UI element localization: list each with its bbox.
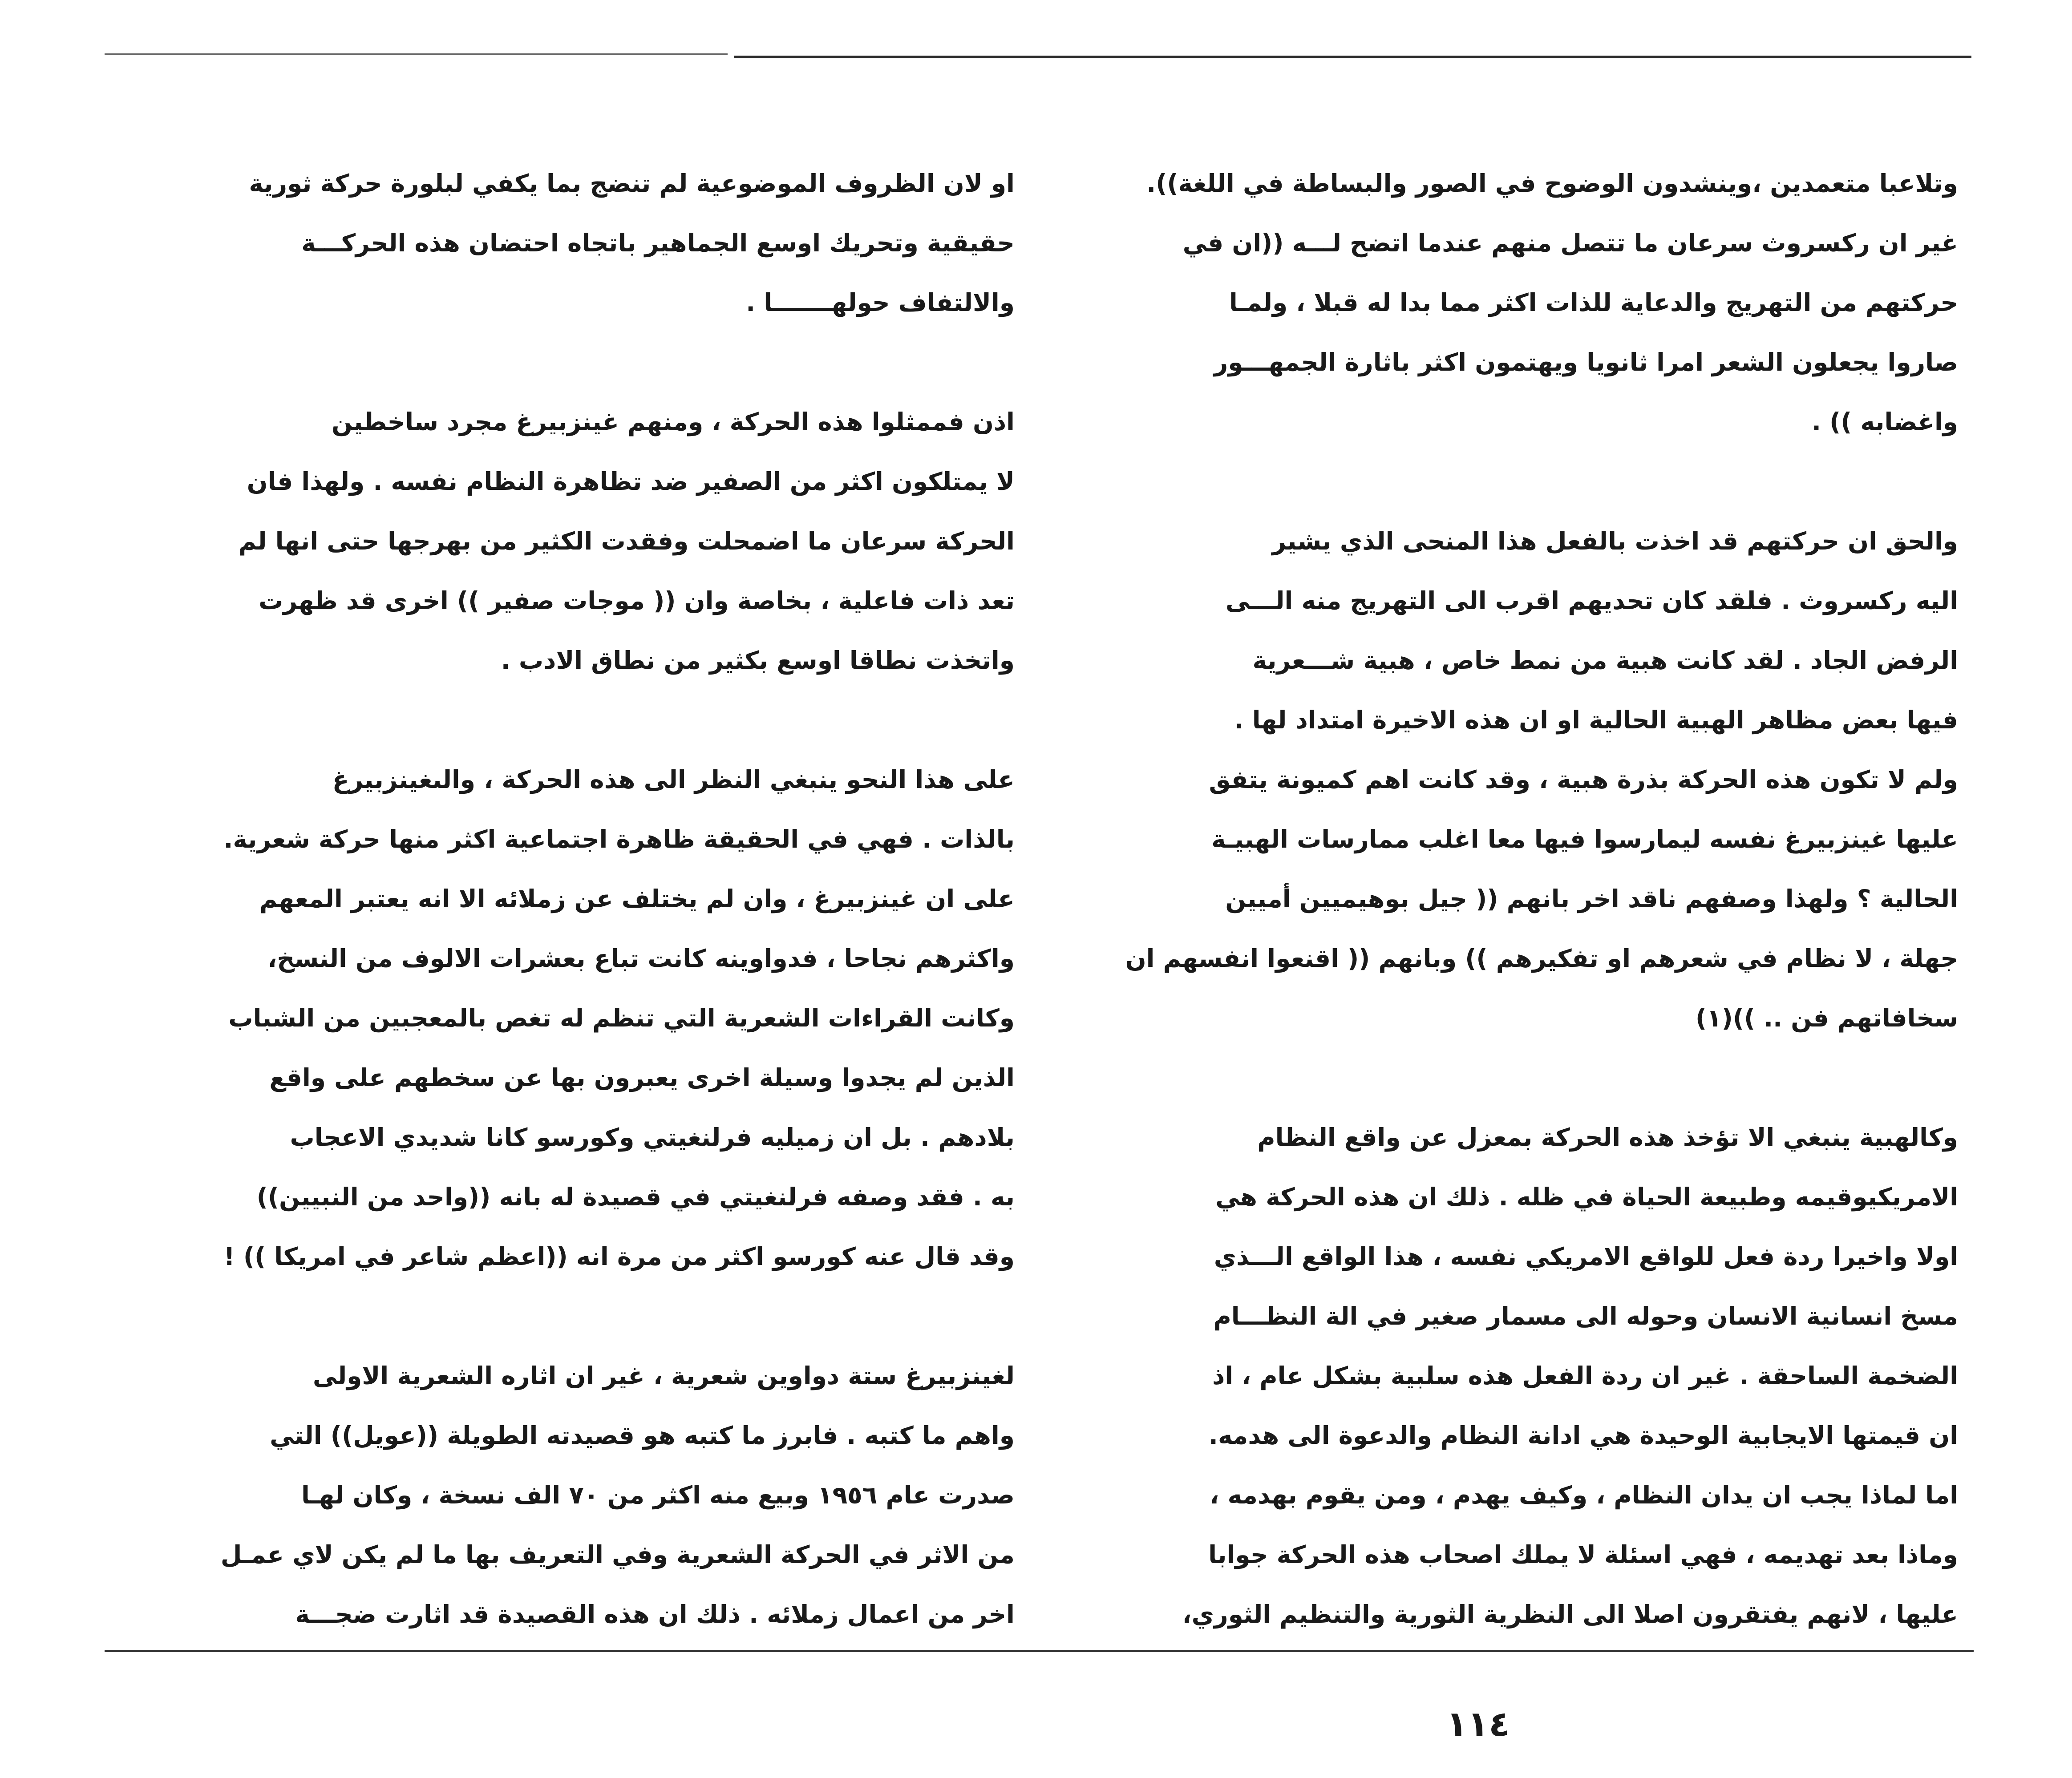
paragraph [1077,511,1958,1048]
paragraph [134,750,1015,1286]
text-line: به . فقد وصفه فرلنغيتي في قصيدة له بانه ((واحد من النبيين)) [256,1183,1015,1211]
text-line: جهلة ، لا نظام في شعرهم او تفكيرهم )) وبانهم (( اقنعوا انفسهم ان [1125,944,1958,973]
text-line: وكالهبية ينبغي الا تؤخذ هذه الحركة بمعزل عن واقع النظام [1257,1123,1958,1152]
top-rule-right [734,56,1971,58]
text-line: على ان غينزبيرغ ، وان لم يختلف عن زملائه الا انه يعتبر المعهم [259,885,1015,913]
text-line: عليها غينزبيرغ نفسه ليمارسوا فيها معا اغلب ممارسات الهبيـة [1211,825,1958,853]
text-line: لغينزبيرغ ستة دواوين شعرية ، غير ان اثاره الشعرية الاولى [312,1362,1015,1390]
text-line: على هذا النحو ينبغي النظر الى هذه الحركة ، والىغينزبيرغ [332,765,1015,794]
text-line: صاروا يجعلون الشعر امرا ثانويا ويهتمون اكثر باثارة الجمهـــور [1214,348,1958,376]
text-line: الذين لم يجدوا وسيلة اخرى يعبرون بها عن سخطهم على واقع [269,1063,1015,1092]
text-line: والالتفاف حولهـــــــا . [746,288,1015,317]
bottom-rule [105,1650,1974,1652]
text-line: سخافاتهم فن .. ))(١) [1695,1004,1958,1032]
text-line: فيها بعض مظاهر الهبية الحالية او ان هذه الاخيرة امتداد لها . [1234,706,1958,734]
text-line: وقد قال عنه كورسو اكثر من مرة انه ((اعظم شاعر في امريكا )) ! [223,1242,1015,1271]
text-line: بالذات . فهي في الحقيقة ظاهرة اجتماعية اكثر منها حركة شعرية. [223,825,1015,853]
text-line: واهم ما كتبه . فابرز ما كتبه هو قصيدته الطويلة ((عويل)) التي [270,1421,1015,1450]
text-line: صدرت عام ١٩٥٦ وبيع منه اكثر من ٧٠ الف نسخة ، وكان لهـا [301,1481,1015,1509]
text-line: الامريكيوقيمه وطبيعة الحياة في ظله . ذلك ان هذه الحركة هي [1215,1183,1958,1211]
text-line: واغضابه )) . [1812,408,1958,436]
paragraph [1077,154,1958,452]
text-line: الضخمة الساحقة . غير ان ردة الفعل هذه سلبية بشكل عام ، اذ [1212,1362,1958,1390]
text-line: من الاثر في الحركة الشعرية وفي التعريف بها ما لم يكن لاي عمـل [220,1540,1015,1569]
text-line: الحالية ؟ ولهذا وصفهم ناقد اخر بانهم (( جيل بوهيميين أميين [1225,885,1958,913]
text-line: وتلاعبا متعمدين ،وينشدون الوضوح في الصور والبساطة في اللغة)). [1146,169,1958,198]
text-line: اما لماذا يجب ان يدان النظام ، وكيف يهدم ، ومن يقوم بهدمه ، [1210,1481,1958,1509]
text-line: حقيقية وتحريك اوسع الجماهير باتجاه احتضان هذه الحركـــة [301,229,1015,257]
text-line: وكانت القراءات الشعرية التي تنظم له تغص بالمعجبين من الشباب [228,1004,1015,1032]
text-line: وماذا بعد تهديمه ، فهي اسئلة لا يملك اصحاب هذه الحركة جوابا [1208,1540,1958,1569]
right-column [1077,154,1958,1644]
left-column [134,154,1015,1644]
text-line: ان قيمتها الايجابية الوحيدة هي ادانة النظام والدعوة الى هدمه. [1209,1421,1958,1450]
text-line: عليها ، لانهم يفتقرون اصلا الى النظرية الثورية والتنظيم الثوري، [1182,1600,1958,1628]
text-line: والحق ان حركتهم قد اخذت بالفعل هذا المنحى الذي يشير [1272,527,1958,555]
text-line: حركتهم من التهريج والدعاية للذات اكثر مما بدا له قبلا ، ولمـا [1229,288,1958,317]
paragraph [134,392,1015,690]
paragraph [1077,1107,1958,1644]
text-line: الحركة سرعان ما اضمحلت وفقدت الكثير من بهرجها حتى انها لم [238,527,1015,555]
text-line: واكثرهم نجاحا ، فدواوينه كانت تباع بعشرات الالوف من النسخ، [267,944,1015,973]
text-line: ولم لا تكون هذه الحركة بذرة هبية ، وقد كانت اهم كميونة يتفق [1209,765,1958,794]
text-line: اذن فممثلوا هذه الحركة ، ومنهم غينزبيرغ مجرد ساخطين [332,408,1015,436]
text-line: غير ان ركسروث سرعان ما تتصل منهم عندما اتضح لـــه ((ان في [1182,229,1958,257]
text-line: او لان الظروف الموضوعية لم تنضج بما يكفي لبلورة حركة ثورية [249,169,1015,198]
top-rule-left [105,53,728,55]
text-line: اليه ركسروث . فلقد كان تحديهم اقرب الى التهريج منه الـــى [1225,586,1958,615]
text-line: واتخذت نطاقا اوسع بكثير من نطاق الادب . [501,646,1015,675]
text-line: تعد ذات فاعلية ، بخاصة وان (( موجات صفير )) اخرى قد ظهرت [259,586,1015,615]
paragraph [134,154,1015,332]
text-line: مسخ انسانية الانسان وحوله الى مسمار صغير في الة النظـــام [1213,1302,1958,1330]
text-line: اخر من اعمال زملائه . ذلك ان هذه القصيدة قد اثارت ضجـــة [295,1600,1015,1628]
text-line: بلادهم . بل ان زميليه فرلنغيتي وكورسو كانا شديدي الاعجاب [290,1123,1015,1152]
page-number: ١١٤ [1446,1704,1510,1744]
text-line: لا يمتلكون اكثر من الصفير ضد تظاهرة النظام نفسه . ولهذا فان [247,467,1015,496]
text-line: اولا واخيرا ردة فعل للواقع الامريكي نفسه ، هذا الواقع الـــذي [1214,1242,1958,1271]
text-line: الرفض الجاد . لقد كانت هبية من نمط خاص ، هبية شـــعرية [1252,646,1958,675]
paragraph [134,1346,1015,1644]
